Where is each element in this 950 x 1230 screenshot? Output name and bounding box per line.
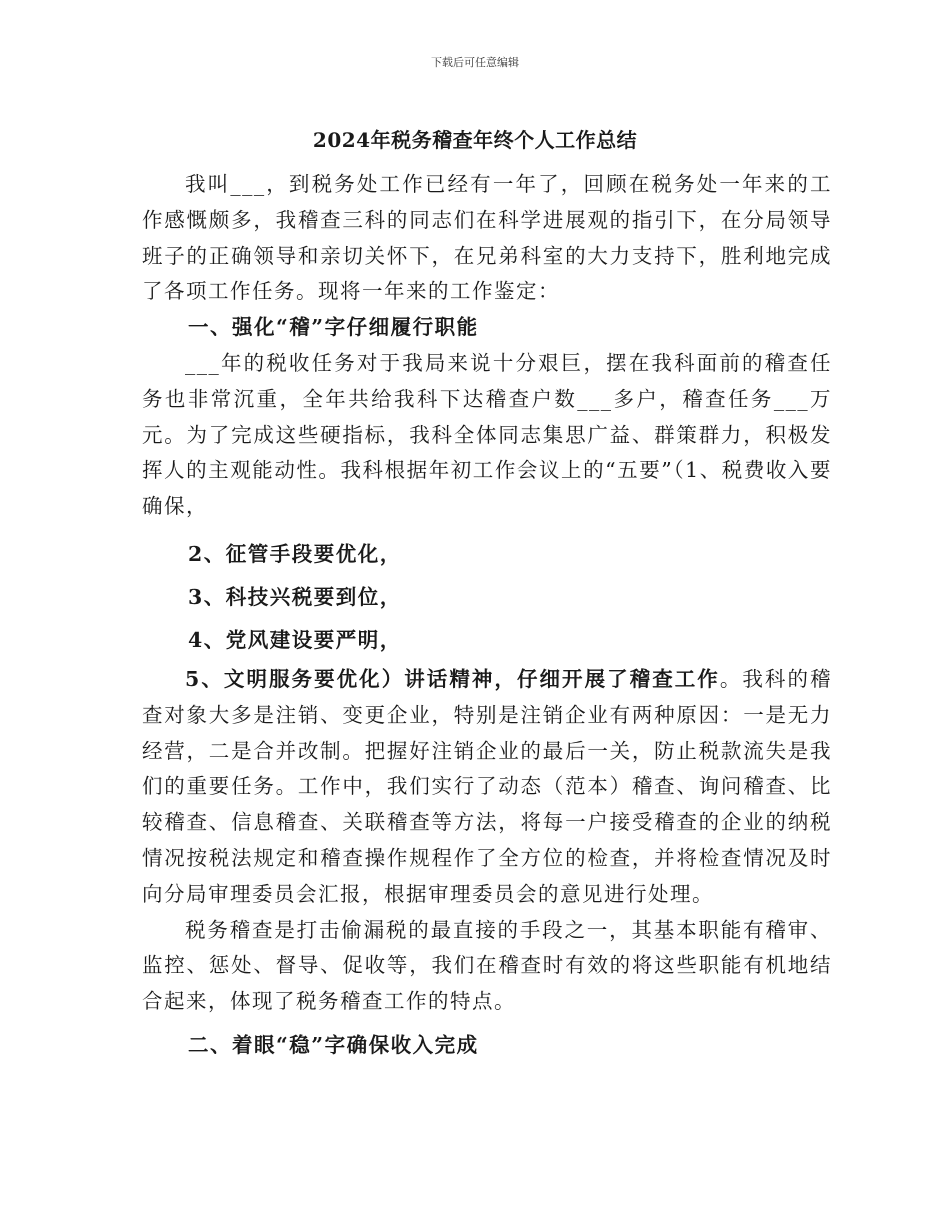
document-body xyxy=(142,167,832,1064)
list-item-3: 3、科技兴税要到位， xyxy=(188,584,402,609)
paragraph-item-5 xyxy=(142,662,832,913)
section-heading-1: 一、强化“稽”字仔细履行职能 xyxy=(188,315,479,340)
section-heading-2: 二、着眼“稳”字确保收入完成 xyxy=(188,1032,479,1057)
header-note: 下载后可任意编辑 xyxy=(431,56,519,69)
paragraph-2: 税务稽查是打击偷漏税的最直接的手段之一，其基本职能有稽审、监控、惩处、督导、促收等，我们在稽查时有效的将这些职能有机地结合起来，体现了税务稽查工作的特点。 xyxy=(142,917,832,1014)
list-item-2: 2、征管手段要优化， xyxy=(188,541,402,566)
document-title: 2024年税务稽查年终个人工作总结 xyxy=(312,128,638,152)
paragraph-1: ___年的税收任务对于我局来说十分艰巨，摆在我科面前的稽查任务也非常沉重，全年共给我科下达稽查户数___多户，稽查任务___万元。为了完成这些硬指标，我科全体同志集思广益、群策群力，积极发挥人的主观能动性。我科根据年初工作会议上的“五要”（1、税费收入要确保， xyxy=(142,350,832,519)
intro-paragraph: 我叫___，到税务处工作已经有一年了，回顾在税务处一年来的工作感慨颇多，我稽查三科的同志们在科学进展观的指引下，在分局领导班子的正确领导和亲切关怀下，在兄弟科室的大力支持下，胜利地完成了各项工作任务。现将一年来的工作鉴定： xyxy=(142,172,832,304)
list-item-5-bold: 5、文明服务要优化）讲话精神，仔细开展了稽查工作 xyxy=(185,666,720,691)
list-item-5-rest: 。我科的稽查对象大多是注销、变更企业，特别是注销企业有两种原因：一是无力经营，二是合并改制。把握好注销企业的最后一关，防止税款流失是我们的重要任务。工作中，我们实行了动态（范本）稽查、询问稽查、比较稽查、信息稽查、关联稽查等方法，将每一户接受稽查的企业的纳税情况按税法规定和稽查操作规程作了全方位的检查，并将检查情况及时向分局审理委员会汇报，根据审理委员会的意见进行处理。 xyxy=(142,666,832,906)
list-item-4: 4、党风建设要严明， xyxy=(188,627,402,652)
